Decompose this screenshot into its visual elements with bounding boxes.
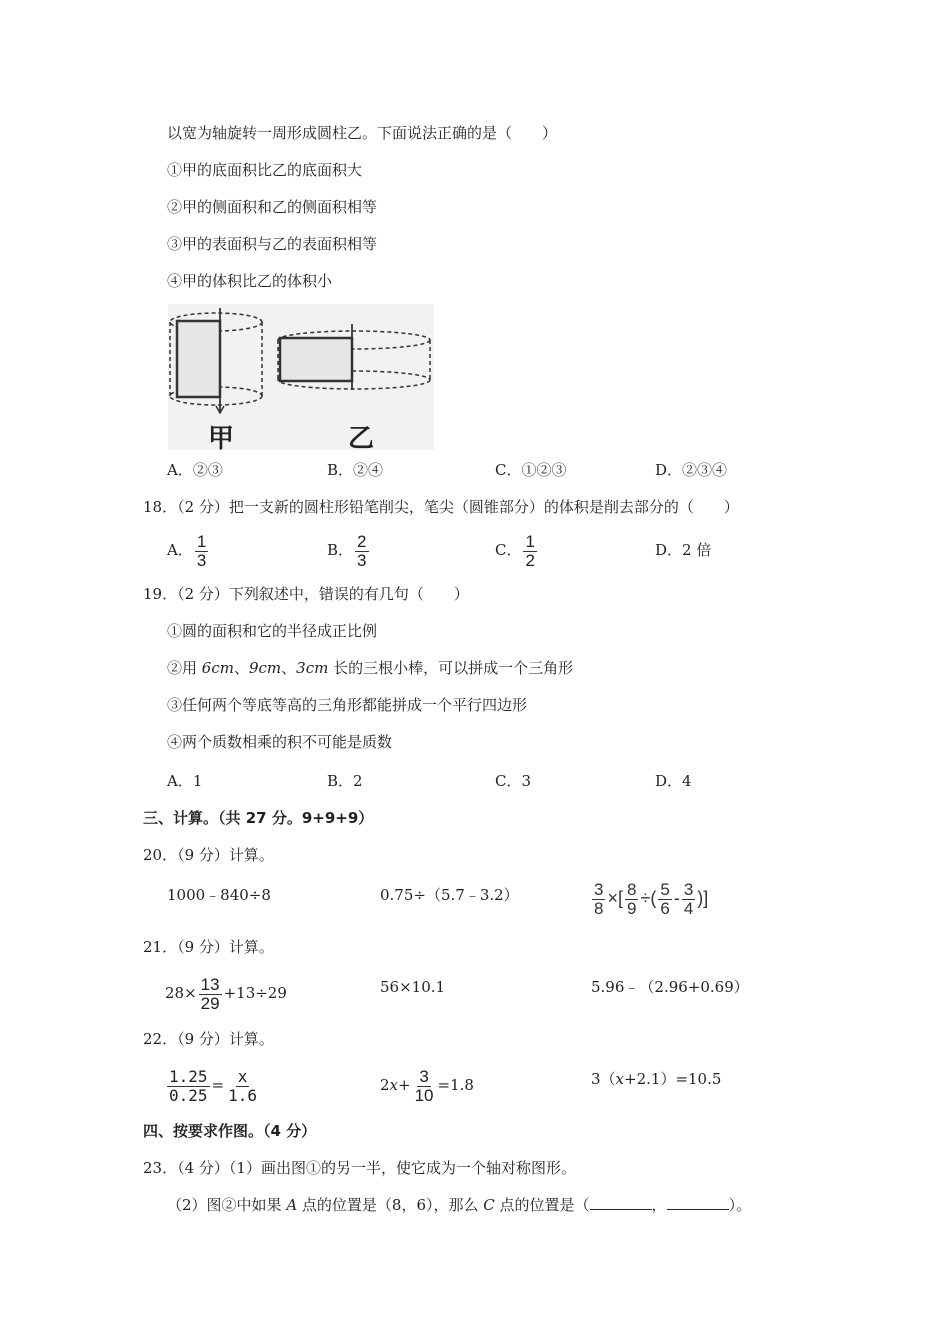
- section-3-heading: 三、计算。（共 27 分。9+9+9）: [143, 809, 374, 827]
- q21-expr-2: 56×10.1: [380, 978, 446, 996]
- q17-item-4: ④甲的体积比乙的体积小: [167, 272, 333, 290]
- fraction-13-29: $\frac{13}{29}$: [200, 974, 220, 1013]
- q17-option-b: B．②④: [327, 461, 384, 479]
- q22-expr-3: 3（x+2.1）=10.5: [591, 1070, 722, 1088]
- q19-item-2: ②用 6cm、9cm、3cm 长的三根小棒，可以拼成一个三角形: [167, 659, 574, 677]
- q22-expr-1: $\frac{1.25}{0.25}$ = $\frac{x}{1.6}$: [169, 1066, 258, 1105]
- q19-option-b: B．2: [327, 772, 363, 790]
- q20-stem: 20．（9 分）计算。: [143, 846, 274, 864]
- q20-expr-1: 1000﹣840÷8: [167, 886, 271, 904]
- fraction-two-thirds: $\frac{2}{3}$: [357, 531, 367, 570]
- fraction-one-half: $\frac{1}{2}$: [525, 531, 535, 570]
- q17-item-2: ②甲的侧面积和乙的侧面积相等: [167, 198, 378, 216]
- q18-option-b: B． $\frac{2}{3}$: [327, 531, 367, 570]
- q22-stem: 22．（9 分）计算。: [143, 1030, 274, 1048]
- q18-option-a: A． $\frac{1}{3}$: [167, 531, 207, 570]
- fraction-8-9: $\frac{8}{9}$: [627, 879, 637, 918]
- q20-expr-3: $\frac{3}{8}$ ×[ $\frac{8}{9}$ ÷( $\frac{5}{6}$ - $\frac{3}{4}$ )]: [594, 879, 709, 918]
- q17-option-c: C．①②③: [495, 461, 567, 479]
- q22-expr-2: 2x+ $\frac{3}{10}$ =1.8: [380, 1066, 474, 1105]
- q21-expr-1: 28× $\frac{13}{29}$ +13÷29: [165, 974, 287, 1013]
- q17-item-3: ③甲的表面积与乙的表面积相等: [167, 235, 378, 253]
- cylinder-jia: [170, 308, 262, 413]
- q19-stem: 19．（2 分）下列叙述中，错误的有几句（ ）: [143, 585, 469, 603]
- q23-line-1: 23．（4 分）（1）画出图①的另一半，使它成为一个轴对称图形。: [143, 1159, 576, 1177]
- q18-stem: 18．（2 分）把一支新的圆柱形铅笔削尖，笔尖（圆锥部分）的体积是削去部分的（ ）: [143, 498, 739, 516]
- fraction-one-third: $\frac{1}{3}$: [196, 531, 207, 570]
- q20-expr-2: 0.75÷（5.7﹣3.2）: [380, 886, 519, 904]
- q19-option-a: A．1: [167, 772, 203, 790]
- q19-option-c: C．3: [495, 772, 532, 790]
- q17-stem-tail: 以宽为轴旋转一周形成圆柱乙。下面说法正确的是（ ）: [167, 124, 558, 142]
- figure-label-yi: 乙: [348, 424, 375, 454]
- q17-option-d: D．②③④: [655, 461, 728, 479]
- fraction-1.25-0.25: $\frac{1.25}{0.25}$: [169, 1066, 208, 1105]
- section-4-heading: 四、按要求作图。（4 分）: [143, 1122, 317, 1140]
- q19-item-1: ①圆的面积和它的半径成正比例: [167, 622, 378, 640]
- answer-blank-y[interactable]: [667, 1195, 729, 1210]
- fraction-5-6: $\frac{5}{6}$: [660, 879, 670, 918]
- fraction-3-4: $\frac{3}{4}$: [683, 879, 694, 918]
- fraction-3-10: $\frac{3}{10}$: [414, 1066, 434, 1105]
- q18-option-d: D．2 倍: [655, 541, 712, 559]
- cylinder-figure: [168, 304, 434, 454]
- q18-option-c: C． $\frac{1}{2}$: [495, 531, 535, 570]
- q21-expr-3: 5.96﹣（2.96+0.69）: [591, 978, 749, 996]
- q19-option-d: D．4: [655, 772, 692, 790]
- q19-item-3: ③任何两个等底等高的三角形都能拼成一个平行四边形: [167, 696, 528, 714]
- figure-label-jia: 甲: [208, 424, 235, 454]
- q19-item-4: ④两个质数相乘的积不可能是质数: [167, 733, 393, 751]
- q17-item-1: ①甲的底面积比乙的底面积大: [167, 161, 363, 179]
- fraction-x-1.6: $\frac{x}{1.6}$: [228, 1066, 258, 1105]
- q17-option-a: A．②③: [167, 461, 223, 479]
- q23-line-2: （2）图②中如果 A 点的位置是（8，6），那么 C 点的位置是（ ， ）。: [167, 1196, 752, 1214]
- q21-stem: 21．（9 分）计算。: [143, 938, 274, 956]
- cylinder-yi: [278, 324, 430, 390]
- fraction-3-8: $\frac{3}{8}$: [594, 879, 604, 918]
- answer-blank-x[interactable]: [590, 1195, 652, 1210]
